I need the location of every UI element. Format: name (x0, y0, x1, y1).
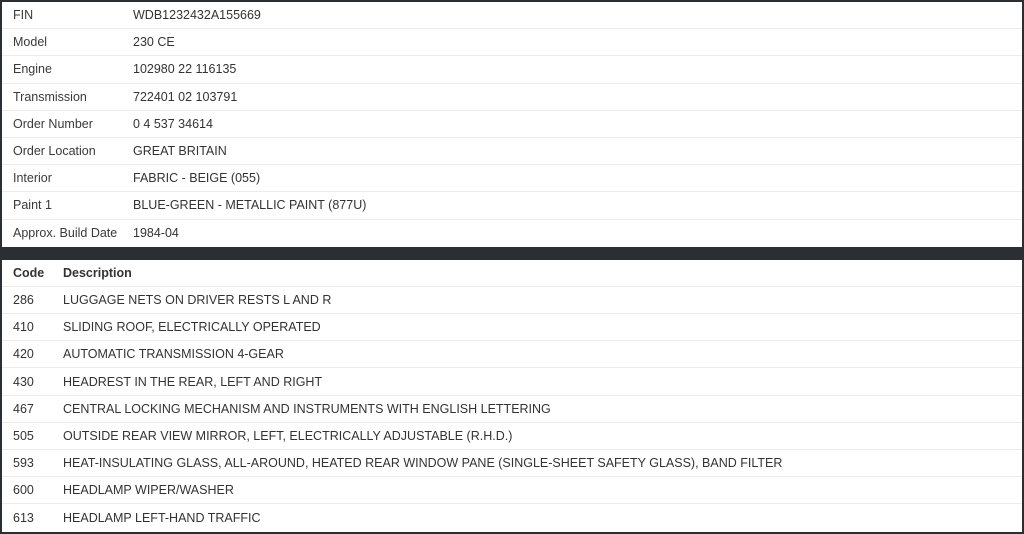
equipment-code-value: 600 (13, 483, 34, 498)
vehicle-info-value: GREAT BRITAIN (133, 144, 227, 159)
equipment-code-description: OUTSIDE REAR VIEW MIRROR, LEFT, ELECTRICALLY ADJUSTABLE (R.H.D.) (63, 428, 513, 443)
vehicle-info-label: Model (13, 35, 48, 50)
description-column-header: Description (63, 265, 132, 280)
equipment-code-row (2, 450, 1022, 477)
equipment-codes-rows (2, 287, 1022, 532)
equipment-code-row (2, 341, 1022, 368)
equipment-code-value: 286 (13, 292, 34, 307)
vehicle-info-value: BLUE-GREEN - METALLIC PAINT (877U) (133, 198, 367, 213)
equipment-code-value: 593 (13, 456, 34, 471)
vehicle-info-value: 102980 22 116135 (133, 62, 237, 77)
vehicle-info-row (2, 111, 1022, 138)
equipment-code-value: 410 (13, 320, 34, 335)
equipment-code-row (2, 396, 1022, 423)
equipment-code-value: 420 (13, 347, 34, 362)
vehicle-info-label: Order Number (13, 116, 93, 131)
vehicle-info-value: 0 4 537 34614 (133, 116, 213, 131)
vehicle-info-row (2, 138, 1022, 165)
vehicle-info-label: Transmission (13, 89, 87, 104)
vehicle-info-label: Approx. Build Date (13, 226, 118, 241)
vehicle-info-label: FIN (13, 8, 34, 23)
vehicle-info-row (2, 56, 1022, 83)
vehicle-info-table (2, 2, 1022, 247)
vehicle-info-row (2, 165, 1022, 192)
vehicle-info-value: WDB1232432A155669 (133, 8, 261, 23)
equipment-code-row (2, 477, 1022, 504)
vehicle-info-row (2, 29, 1022, 56)
equipment-code-row (2, 504, 1022, 531)
equipment-code-description: HEADLAMP WIPER/WASHER (63, 483, 234, 498)
vehicle-info-row (2, 84, 1022, 111)
equipment-code-row (2, 423, 1022, 450)
vehicle-info-label: Paint 1 (13, 198, 52, 213)
vehicle-info-value: FABRIC - BEIGE (055) (133, 171, 261, 186)
equipment-code-value: 505 (13, 428, 34, 443)
equipment-codes-table (2, 260, 1022, 532)
equipment-code-description: LUGGAGE NETS ON DRIVER RESTS L AND R (63, 292, 332, 307)
equipment-code-row (2, 314, 1022, 341)
equipment-codes-header-row (2, 260, 1022, 287)
equipment-code-description: SLIDING ROOF, ELECTRICALLY OPERATED (63, 320, 321, 335)
vehicle-info-row (2, 192, 1022, 219)
vehicle-info-value: 722401 02 103791 (133, 89, 238, 104)
vehicle-info-value: 230 CE (133, 35, 175, 50)
equipment-code-description: CENTRAL LOCKING MECHANISM AND INSTRUMENTS WITH ENGLISH LETTERING (63, 401, 551, 416)
equipment-code-description: HEADLAMP LEFT-HAND TRAFFIC (63, 510, 261, 525)
vehicle-info-label: Order Location (13, 144, 96, 159)
equipment-code-value: 613 (13, 510, 34, 525)
equipment-code-row (2, 368, 1022, 395)
equipment-code-row (2, 287, 1022, 314)
vehicle-info-row (2, 220, 1022, 247)
vehicle-info-label: Interior (13, 171, 52, 186)
equipment-code-value: 467 (13, 401, 34, 416)
equipment-code-description: AUTOMATIC TRANSMISSION 4-GEAR (63, 347, 284, 362)
code-column-header: Code (13, 265, 45, 280)
equipment-code-description: HEAT-INSULATING GLASS, ALL-AROUND, HEATED REAR WINDOW PANE (SINGLE-SHEET SAFETY GLASS), BAND FILTER (63, 456, 783, 471)
vehicle-info-row (2, 2, 1022, 29)
vehicle-info-value: 1984-04 (133, 226, 179, 241)
equipment-code-description: HEADREST IN THE REAR, LEFT AND RIGHT (63, 374, 323, 389)
vehicle-info-label: Engine (13, 62, 52, 77)
equipment-code-value: 430 (13, 374, 34, 389)
